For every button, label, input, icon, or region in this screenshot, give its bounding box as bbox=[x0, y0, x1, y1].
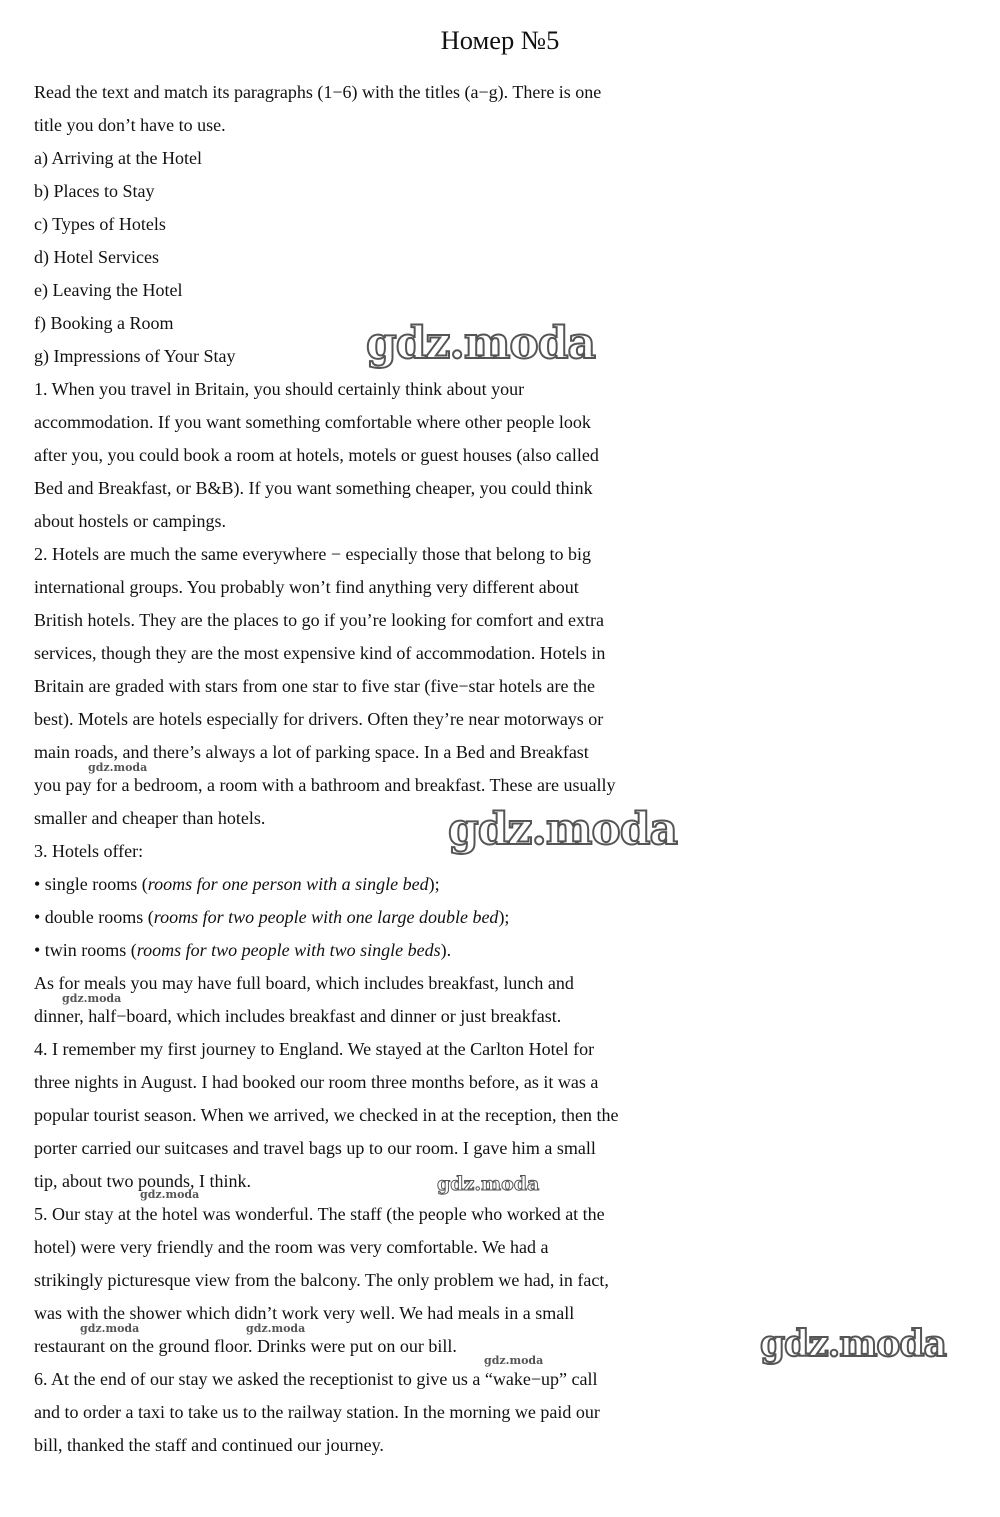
title-option: e) Leaving the Hotel bbox=[34, 280, 183, 300]
task-instruction-line: title you don’t have to use. bbox=[34, 115, 226, 135]
title-option: a) Arriving at the Hotel bbox=[34, 148, 202, 168]
title-option: g) Impressions of Your Stay bbox=[34, 346, 236, 366]
room-type-punct: ); bbox=[498, 907, 510, 927]
paragraph-1-line: after you, you could book a room at hotels, motels or guest houses (also called bbox=[34, 445, 599, 465]
paragraph-4-line: tip, about two pounds, I think. bbox=[34, 1171, 251, 1191]
paragraph-2-line: Britain are graded with stars from one star to five star (five−star hotels are the bbox=[34, 676, 595, 696]
paragraph-3-line: As for meals you may have full board, which includes breakfast, lunch and bbox=[34, 973, 574, 993]
watermark-small: gdz.moda bbox=[80, 1322, 140, 1335]
paragraph-6-line: bill, thanked the staff and continued our journey. bbox=[34, 1435, 384, 1455]
watermark-large: gdz.moda bbox=[366, 318, 596, 369]
paragraph-2-line: services, though they are the most expensive kind of accommodation. Hotels in bbox=[34, 643, 606, 663]
paragraph-5-line: restaurant on the ground floor. Drinks were put on our bill. bbox=[34, 1336, 457, 1356]
paragraph-2-line: 2. Hotels are much the same everywhere − especially those that belong to big bbox=[34, 544, 591, 564]
watermark-small: gdz.moda bbox=[140, 1188, 200, 1201]
paragraph-2-line: main roads, and there’s always a lot of parking space. In a Bed and Breakfast bbox=[34, 742, 589, 762]
paragraph-4-line: porter carried our suitcases and travel bags up to our room. I gave him a small bbox=[34, 1138, 596, 1158]
watermark-small: gdz.moda bbox=[246, 1322, 306, 1335]
title-option: f) Booking a Room bbox=[34, 313, 174, 333]
paragraph-1-line: 1. When you travel in Britain, you should certainly think about your bbox=[34, 379, 525, 399]
watermark-small: gdz.moda bbox=[88, 761, 148, 774]
room-type-item bbox=[34, 901, 994, 934]
room-type-label: • double rooms ( bbox=[34, 907, 154, 927]
paragraph-2-line: you pay for a bedroom, a room with a bathroom and breakfast. These are usually bbox=[34, 775, 616, 795]
watermark-medium: gdz.moda bbox=[437, 1173, 540, 1195]
room-type-label: • single rooms ( bbox=[34, 874, 148, 894]
watermark-small: gdz.moda bbox=[62, 992, 122, 1005]
title-option: d) Hotel Services bbox=[34, 247, 159, 267]
paragraph-2-line: British hotels. They are the places to go if you’re looking for comfort and extra bbox=[34, 610, 605, 630]
paragraph-2-line: smaller and cheaper than hotels. bbox=[34, 808, 266, 828]
paragraph-6-line: 6. At the end of our stay we asked the receptionist to give us a “wake−up” call bbox=[34, 1369, 598, 1389]
paragraph-3-intro: 3. Hotels offer: bbox=[34, 841, 144, 861]
room-type-punct: ); bbox=[428, 874, 440, 894]
document-body bbox=[34, 76, 994, 1462]
paragraph-5-line: hotel) were very friendly and the room was very comfortable. We had a bbox=[34, 1237, 549, 1257]
paragraph-5-line: 5. Our stay at the hotel was wonderful. The staff (the people who worked at the bbox=[34, 1204, 605, 1224]
paragraph-2-line: best). Motels are hotels especially for drivers. Often they’re near motorways or bbox=[34, 709, 604, 729]
paragraph-2-line: international groups. You probably won’t find anything very different about bbox=[34, 577, 579, 597]
paragraph-1-line: accommodation. If you want something comfortable where other people look bbox=[34, 412, 591, 432]
paragraph-3-line: dinner, half−board, which includes breakfast and dinner or just breakfast. bbox=[34, 1006, 562, 1026]
room-type-description: rooms for one person with a single bed bbox=[147, 874, 429, 894]
page-title: Номер №5 bbox=[440, 25, 560, 55]
paragraph-5-line: strikingly picturesque view from the balcony. The only problem we had, in fact, bbox=[34, 1270, 609, 1290]
paragraph-1-line: about hostels or campings. bbox=[34, 511, 226, 531]
room-type-item bbox=[34, 868, 994, 901]
watermark-small: gdz.moda bbox=[484, 1354, 544, 1367]
room-type-label: • twin rooms ( bbox=[34, 940, 137, 960]
room-type-description: rooms for two people with two single beds bbox=[136, 940, 441, 960]
title-option: b) Places to Stay bbox=[34, 181, 155, 201]
paragraph-6-line: and to order a taxi to take us to the railway station. In the morning we paid our bbox=[34, 1402, 600, 1422]
paragraph-4-line: three nights in August. I had booked our room three months before, as it was a bbox=[34, 1072, 599, 1092]
room-type-punct: ). bbox=[440, 940, 452, 960]
task-instruction-line: Read the text and match its paragraphs (1−6) with the titles (a−g). There is one bbox=[34, 82, 602, 102]
room-type-item bbox=[34, 934, 994, 967]
title-option: c) Types of Hotels bbox=[34, 214, 166, 234]
watermark-large: gdz.moda bbox=[448, 804, 678, 855]
paragraph-4-line: 4. I remember my first journey to England. We stayed at the Carlton Hotel for bbox=[34, 1039, 595, 1059]
paragraph-1-line: Bed and Breakfast, or B&B). If you want something cheaper, you could think bbox=[34, 478, 593, 498]
paragraph-4-line: popular tourist season. When we arrived, we checked in at the reception, then the bbox=[34, 1105, 619, 1125]
watermark-large: gdz.moda bbox=[760, 1323, 946, 1365]
paragraph-5-line: was with the shower which didn’t work very well. We had meals in a small bbox=[34, 1303, 575, 1323]
room-type-description: rooms for two people with one large double bed bbox=[153, 907, 499, 927]
